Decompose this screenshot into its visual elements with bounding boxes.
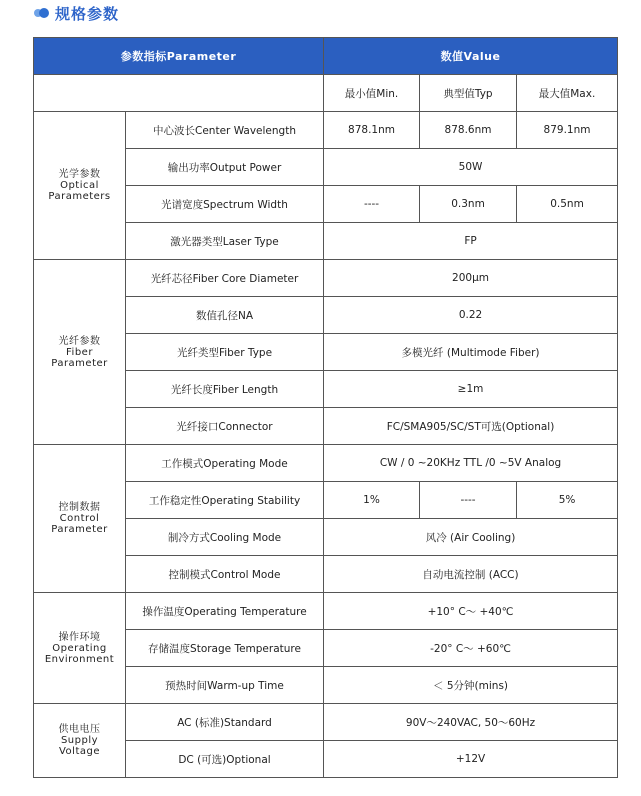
param-label: 制冷方式Cooling Mode [126,519,324,556]
value-max: 0.5nm [517,186,618,223]
value: 风冷 (Air Cooling) [324,519,618,556]
header-value: 数值Value [324,38,618,75]
group-cn-label: 操作环境 [58,631,101,643]
header-parameter: 参数指标Parameter [34,38,324,75]
param-label: 控制模式Control Mode [126,556,324,593]
group-optical [34,112,126,260]
param-label: 激光器类型Laser Type [126,223,324,260]
param-label: 光谱宽度Spectrum Width [126,186,324,223]
value: ＜ 5分钟(mins) [324,667,618,704]
param-label: AC (标准)Standard [126,704,324,741]
param-label: 光纤长度Fiber Length [126,371,324,408]
param-label: 光纤类型Fiber Type [126,334,324,371]
value-max: 5% [517,482,618,519]
table-row [34,593,618,630]
table-row [34,260,618,297]
value: -20° C～ +60℃ [324,630,618,667]
subheader-typ: 典型值Typ [420,75,517,112]
group-en-label: Parameter [51,357,108,369]
param-label: 光纤接口Connector [126,408,324,445]
value: FP [324,223,618,260]
table-row [34,704,618,741]
subheader-min: 最小值Min. [324,75,420,112]
group-cn-label: 光学参数 [58,169,101,180]
group-cn-label: 供电电压 [58,724,101,735]
group-en-label: Environment [44,653,115,665]
group-en-label: Supply [60,735,99,746]
group-en-label: Control [59,513,100,524]
group-cn-label: 光纤参数 [58,335,101,347]
bullet-dots-icon [34,8,48,18]
group-en-label: Operating [52,642,107,654]
value-min: 878.1nm [324,112,420,149]
value-typ: 0.3nm [420,186,517,223]
group-cn-label: 控制数据 [58,502,101,513]
value-typ: ---- [420,482,517,519]
subheader-max: 最大值Max. [517,75,618,112]
value-max: 879.1nm [517,112,618,149]
param-label: 数值孔径NA [126,297,324,334]
value-min: ---- [324,186,420,223]
param-label: 操作温度Operating Temperature [126,593,324,630]
value: 自动电流控制 (ACC) [324,556,618,593]
param-label: 预热时间Warm-up Time [126,667,324,704]
value-min: 1% [324,482,420,519]
group-supply [34,704,126,778]
value: FC/SMA905/SC/ST可选(Optional) [324,408,618,445]
section-title: 规格参数 [55,4,120,23]
group-en-label: Fiber [66,346,93,358]
subheader-row [34,75,618,112]
table-row [34,445,618,482]
value: 多模光纤 (Multimode Fiber) [324,334,618,371]
value: ≥1m [324,371,618,408]
value-typ: 878.6nm [420,112,517,149]
header-row [34,38,618,75]
group-environment [34,593,126,704]
value: +12V [324,741,618,778]
value: CW / 0 ~20KHz TTL /0 ~5V Analog [324,445,618,482]
group-en-label: Optical [60,180,99,191]
value: 50W [324,149,618,186]
param-label: 存储温度Storage Temperature [126,630,324,667]
value: +10° C～ +40℃ [324,593,618,630]
param-label: 中心波长Center Wavelength [126,112,324,149]
param-label: DC (可选)Optional [126,741,324,778]
section-heading [34,2,119,24]
value: 90V～240VAC, 50～60Hz [324,704,618,741]
group-en-label: Parameters [48,191,111,202]
group-fiber [34,260,126,445]
param-label: 输出功率Output Power [126,149,324,186]
value: 0.22 [324,297,618,334]
subheader-blank [34,75,324,112]
group-en-label: Parameter [51,524,108,535]
param-label: 工作模式Operating Mode [126,445,324,482]
param-label: 工作稳定性Operating Stability [126,482,324,519]
param-label: 光纤芯径Fiber Core Diameter [126,260,324,297]
value: 200μm [324,260,618,297]
table-row [34,112,618,149]
group-en-label: Voltage [58,746,100,757]
spec-table [33,37,618,778]
group-control [34,445,126,593]
